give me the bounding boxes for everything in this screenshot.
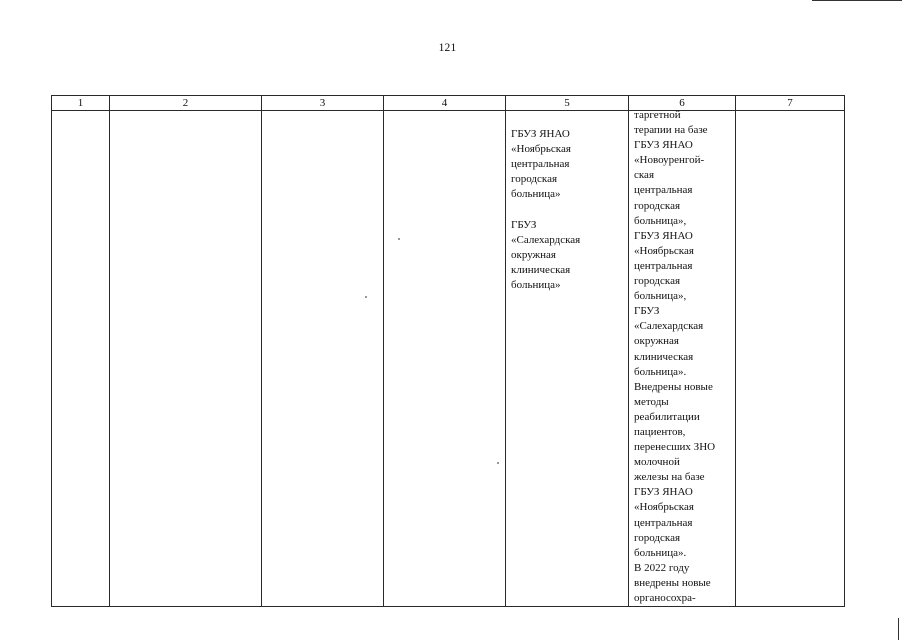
scan-edge-rule xyxy=(812,0,902,1)
scan-speck xyxy=(497,462,499,464)
cell-col-3 xyxy=(262,111,384,607)
column-header-7: 7 xyxy=(736,96,845,111)
cell-col-1 xyxy=(52,111,110,607)
column-header-1: 1 xyxy=(52,96,110,111)
cell-col-7 xyxy=(736,111,845,607)
cell-col-6 xyxy=(629,111,736,607)
column-header-3: 3 xyxy=(262,96,384,111)
table-row xyxy=(52,111,845,607)
scan-speck xyxy=(365,296,367,298)
institutions-text: ГБУЗ ЯНАО «Ноябрьская центральная городская больница» ГБУЗ «Салехардская окружная клиническая больница» xyxy=(511,128,581,291)
column-header-2: 2 xyxy=(110,96,262,111)
column-header-6: 6 xyxy=(629,96,736,111)
scan-edge-mark xyxy=(898,618,899,640)
cell-col-5 xyxy=(506,111,629,607)
cell-col-2 xyxy=(110,111,262,607)
cell-col-4 xyxy=(384,111,506,607)
data-table xyxy=(51,95,845,607)
column-header-5: 5 xyxy=(506,96,629,111)
page-number: 121 xyxy=(438,42,457,54)
results-text: таргетной терапии на базе ГБУЗ ЯНАО «Новоуренгой- ская центральная городская больница», ГБУЗ ЯНАО «Ноябрьская центральная городская больница», ГБУЗ «Салехардская окружная клиническая больница». Внедрены новые методы реабилитации пациентов, перенесших ЗНО молочной железы на базе ГБУЗ ЯНАО «Ноябрьская центральная городская больница». В 2022 году внедрены новые органосохра- xyxy=(634,109,716,604)
scan-speck xyxy=(398,238,400,240)
column-header-4: 4 xyxy=(384,96,506,111)
